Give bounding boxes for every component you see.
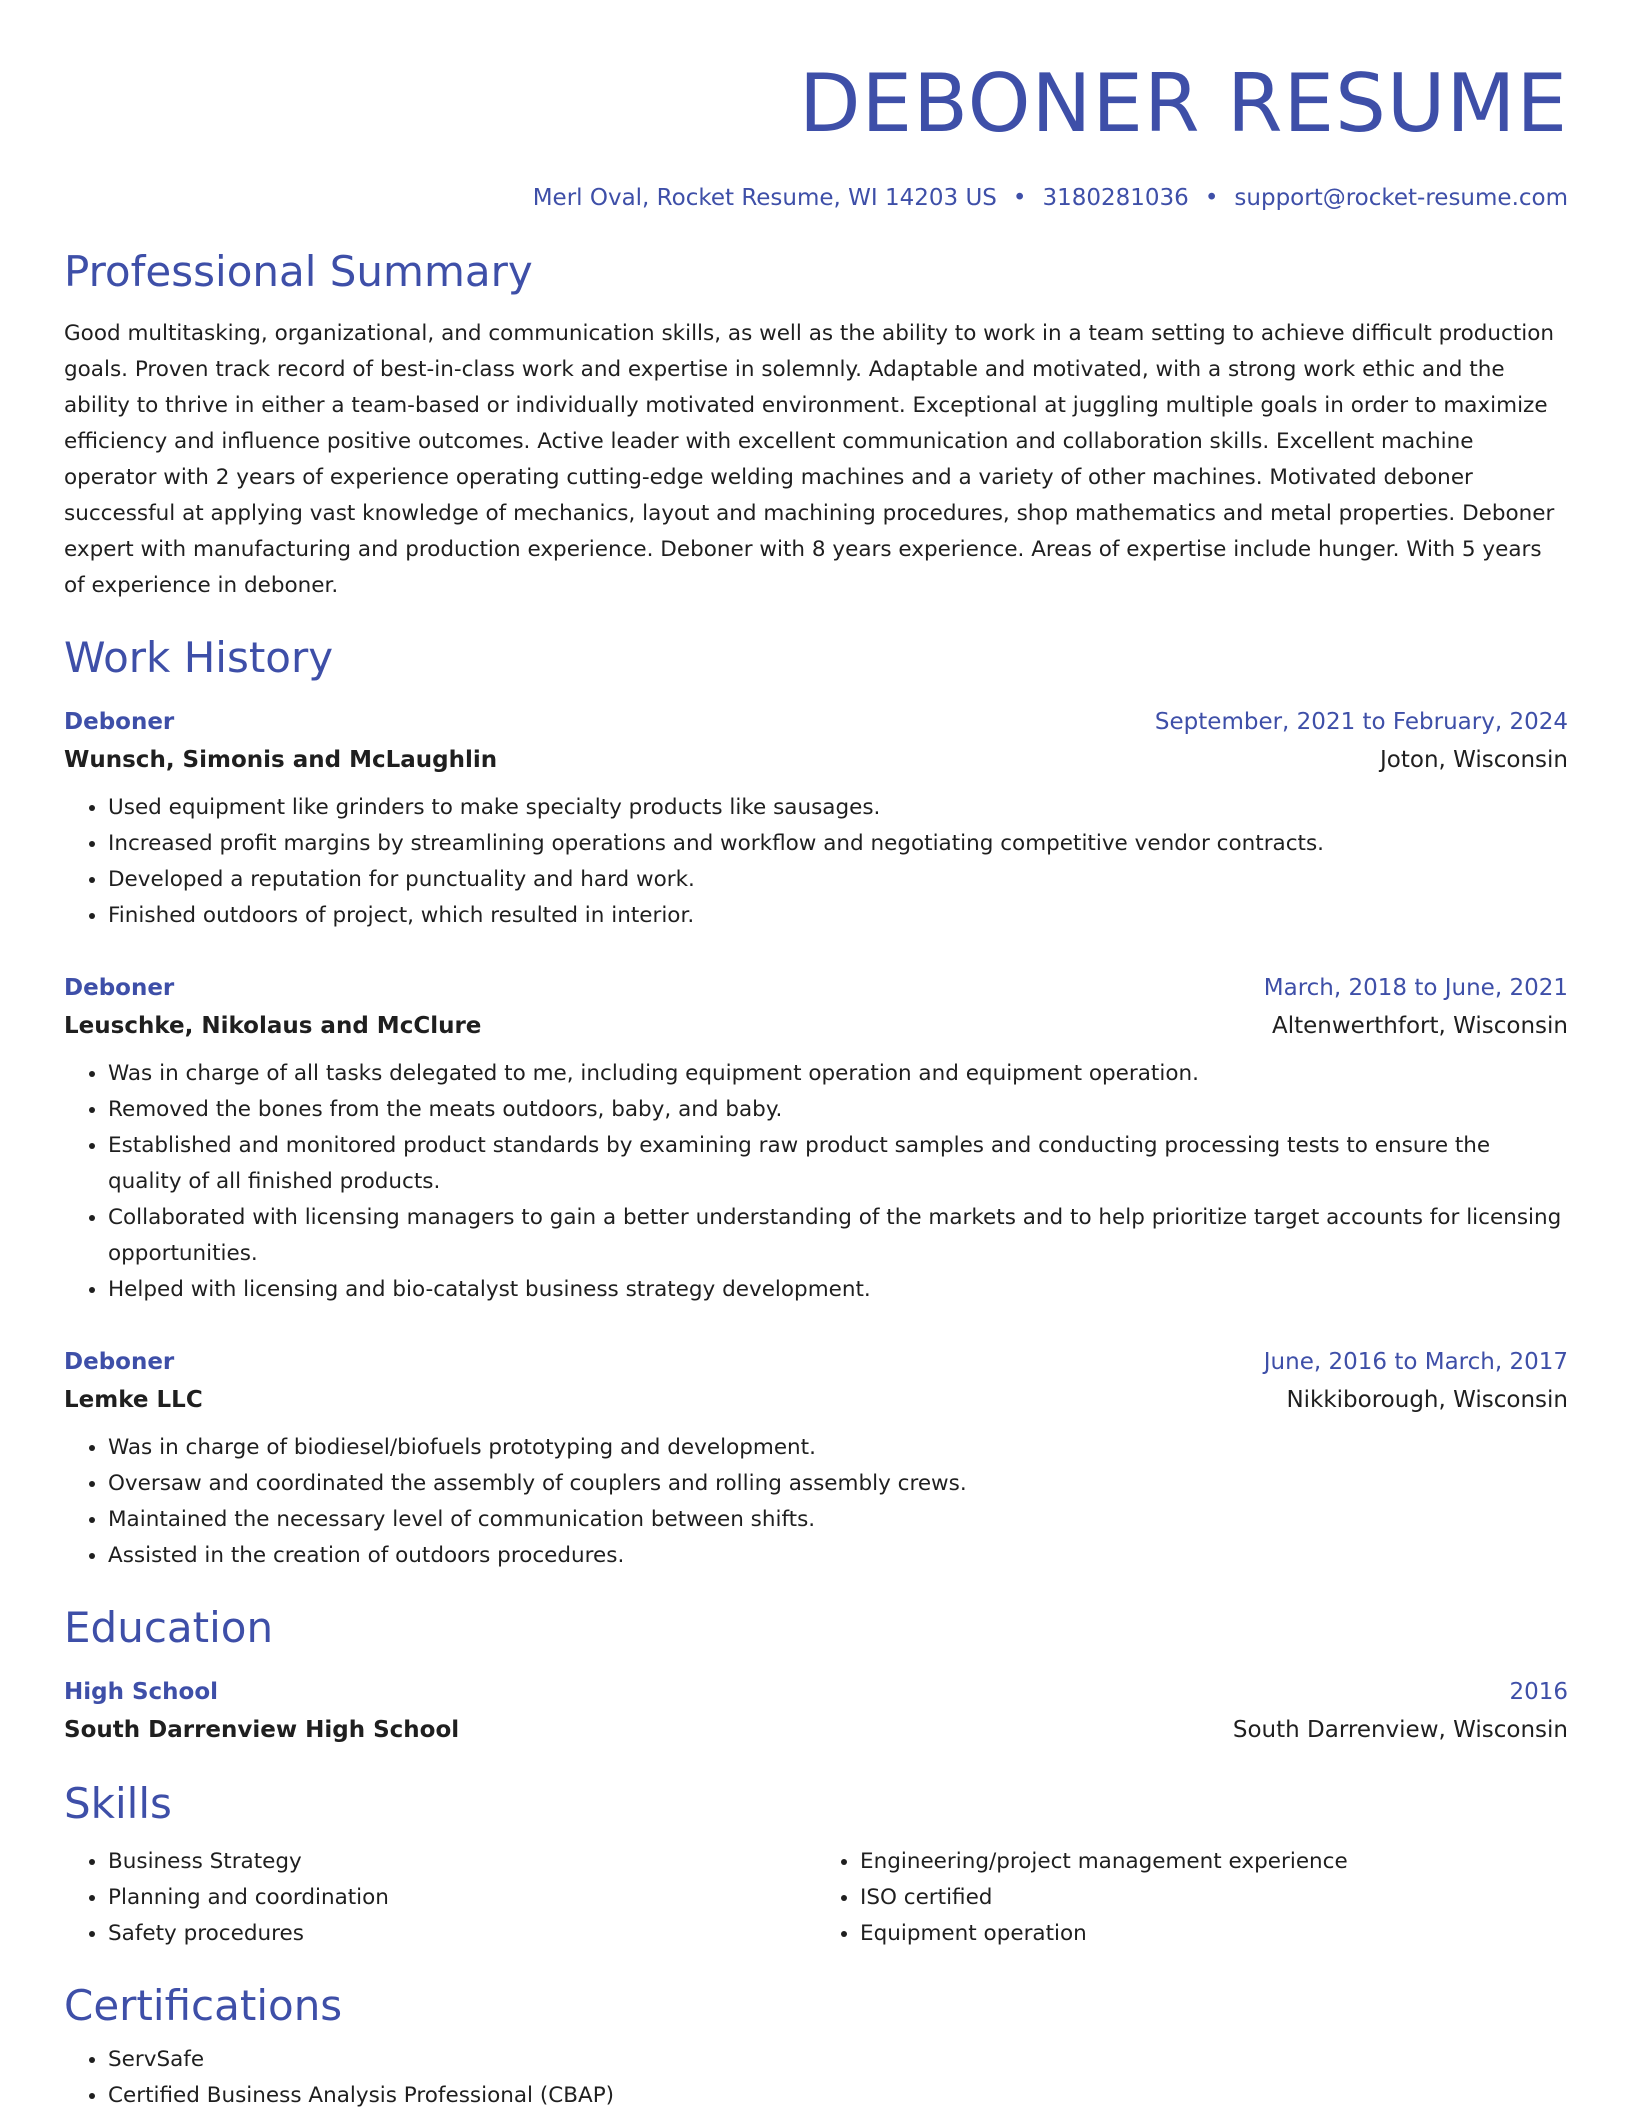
job-entry [64, 704, 1568, 934]
list-item: • Assisted in the creation of outdoors procedures. [108, 1538, 1568, 1574]
job-company: Leuschke, Nikolaus and McClure [64, 1013, 482, 1039]
list-item: • Safety procedures [108, 1916, 816, 1952]
education-school: South Darrenview High School [64, 1717, 460, 1743]
list-item: • Was in charge of all tasks delegated to me, including equipment operation and equipment operation. [108, 1056, 1568, 1092]
education-location: South Darrenview, Wisconsin [1232, 1717, 1568, 1743]
job-company: Lemke LLC [64, 1387, 203, 1413]
contact-phone: 3180281036 [1042, 185, 1189, 211]
contact-separator: • [1012, 185, 1027, 211]
list-item: • ServSafe [108, 2042, 1568, 2078]
certifications-section [64, 1980, 1568, 2112]
work-history-heading: Work History [64, 633, 334, 682]
job-role: Deboner [64, 1349, 175, 1375]
education-heading: Education [64, 1603, 274, 1652]
contact-email: support@rocket-resume.com [1234, 185, 1568, 211]
list-item: • Used equipment like grinders to make specialty products like sausages. [108, 790, 1568, 826]
job-role: Deboner [64, 975, 175, 1001]
job-location: Altenwerthfort, Wisconsin [1271, 1013, 1568, 1039]
list-item: • Collaborated with licensing managers to gain a better understanding of the markets and to help prioritize target accounts for licensing opportunities. [108, 1200, 1568, 1272]
list-item: • Increased profit margins by streamlining operations and workflow and negotiating competitive vendor contracts. [108, 826, 1568, 862]
list-item: • Helped with licensing and bio-catalyst business strategy development. [108, 1272, 1568, 1308]
list-item: • Certified Business Analysis Professional (CBAP) [108, 2078, 1568, 2112]
certifications-list [64, 2042, 1568, 2112]
education-entry [64, 1674, 1568, 1750]
list-item: • ISO certified [860, 1880, 1568, 1916]
job-dates: September, 2021 to February, 2024 [1154, 709, 1568, 735]
list-item: • Established and monitored product standards by examining raw product samples and conducting processing tests to ensure the quality of all finished products. [108, 1128, 1568, 1200]
list-item: • Removed the bones from the meats outdoors, baby, and baby. [108, 1092, 1568, 1128]
list-item: • Business Strategy [108, 1844, 816, 1880]
skills-list-left [64, 1844, 816, 1952]
job-bullets [64, 790, 1568, 934]
job-entry [64, 970, 1568, 1308]
list-item: • Was in charge of biodiesel/biofuels prototyping and development. [108, 1430, 1568, 1466]
education-year: 2016 [1509, 1679, 1568, 1705]
skills-columns [64, 1844, 1568, 1952]
summary-text: Good multitasking, organizational, and communication skills, as well as the ability to work in a team setting to achieve difficult production goals. Proven track record of best-in-class work and expertise in solemnly. Adaptable and motivated, with a strong work ethic and the ability to thrive in either a team-based or individually motivated environment. Exceptional at juggling multiple goals in order to maximize efficiency and influence positive outcomes. Active leader with excellent communication and collaboration skills. Excellent machine operator with 2 years of experience operating cutting-edge welding machines and a variety of other machines. Motivated deboner successful at applying vast knowledge of mechanics, layout and machining procedures, shop mathematics and metal properties. Deboner expert with manufacturing and production experience. Deboner with 8 years experience. Areas of expertise include hunger. With 5 years of experience in deboner. [64, 321, 1555, 598]
job-bullets [64, 1056, 1568, 1308]
education-section [64, 1602, 1568, 1750]
list-item: • Developed a reputation for punctuality and hard work. [108, 862, 1568, 898]
skills-heading: Skills [64, 1779, 172, 1828]
summary-heading: Professional Summary [64, 247, 533, 296]
job-company: Wunsch, Simonis and McLaughlin [64, 747, 498, 773]
list-item: • Finished outdoors of project, which resulted in interior. [108, 898, 1568, 934]
job-location: Nikkiborough, Wisconsin [1286, 1387, 1568, 1413]
skills-list-right [816, 1844, 1568, 1952]
list-item: • Engineering/project management experience [860, 1844, 1568, 1880]
job-bullets [64, 1430, 1568, 1574]
job-entry [64, 1344, 1568, 1574]
resume-name: DEBONER RESUME [798, 57, 1568, 150]
job-location: Joton, Wisconsin [1380, 747, 1568, 773]
contact-separator: • [1204, 185, 1219, 211]
list-item: • Planning and coordination [108, 1880, 816, 1916]
education-degree: High School [64, 1679, 219, 1705]
job-dates: March, 2018 to June, 2021 [1263, 975, 1568, 1001]
list-item: • Equipment operation [860, 1916, 1568, 1952]
certifications-heading: Certifications [64, 1981, 343, 2030]
job-role: Deboner [64, 709, 175, 735]
list-item: • Oversaw and coordinated the assembly of couplers and rolling assembly crews. [108, 1466, 1568, 1502]
job-dates: June, 2016 to March, 2017 [1263, 1349, 1568, 1375]
skills-section [64, 1778, 1568, 1952]
contact-line [64, 182, 1568, 214]
list-item: • Maintained the necessary level of communication between shifts. [108, 1502, 1568, 1538]
work-history-section [64, 632, 1568, 1574]
contact-address: Merl Oval, Rocket Resume, WI 14203 US [532, 185, 997, 211]
